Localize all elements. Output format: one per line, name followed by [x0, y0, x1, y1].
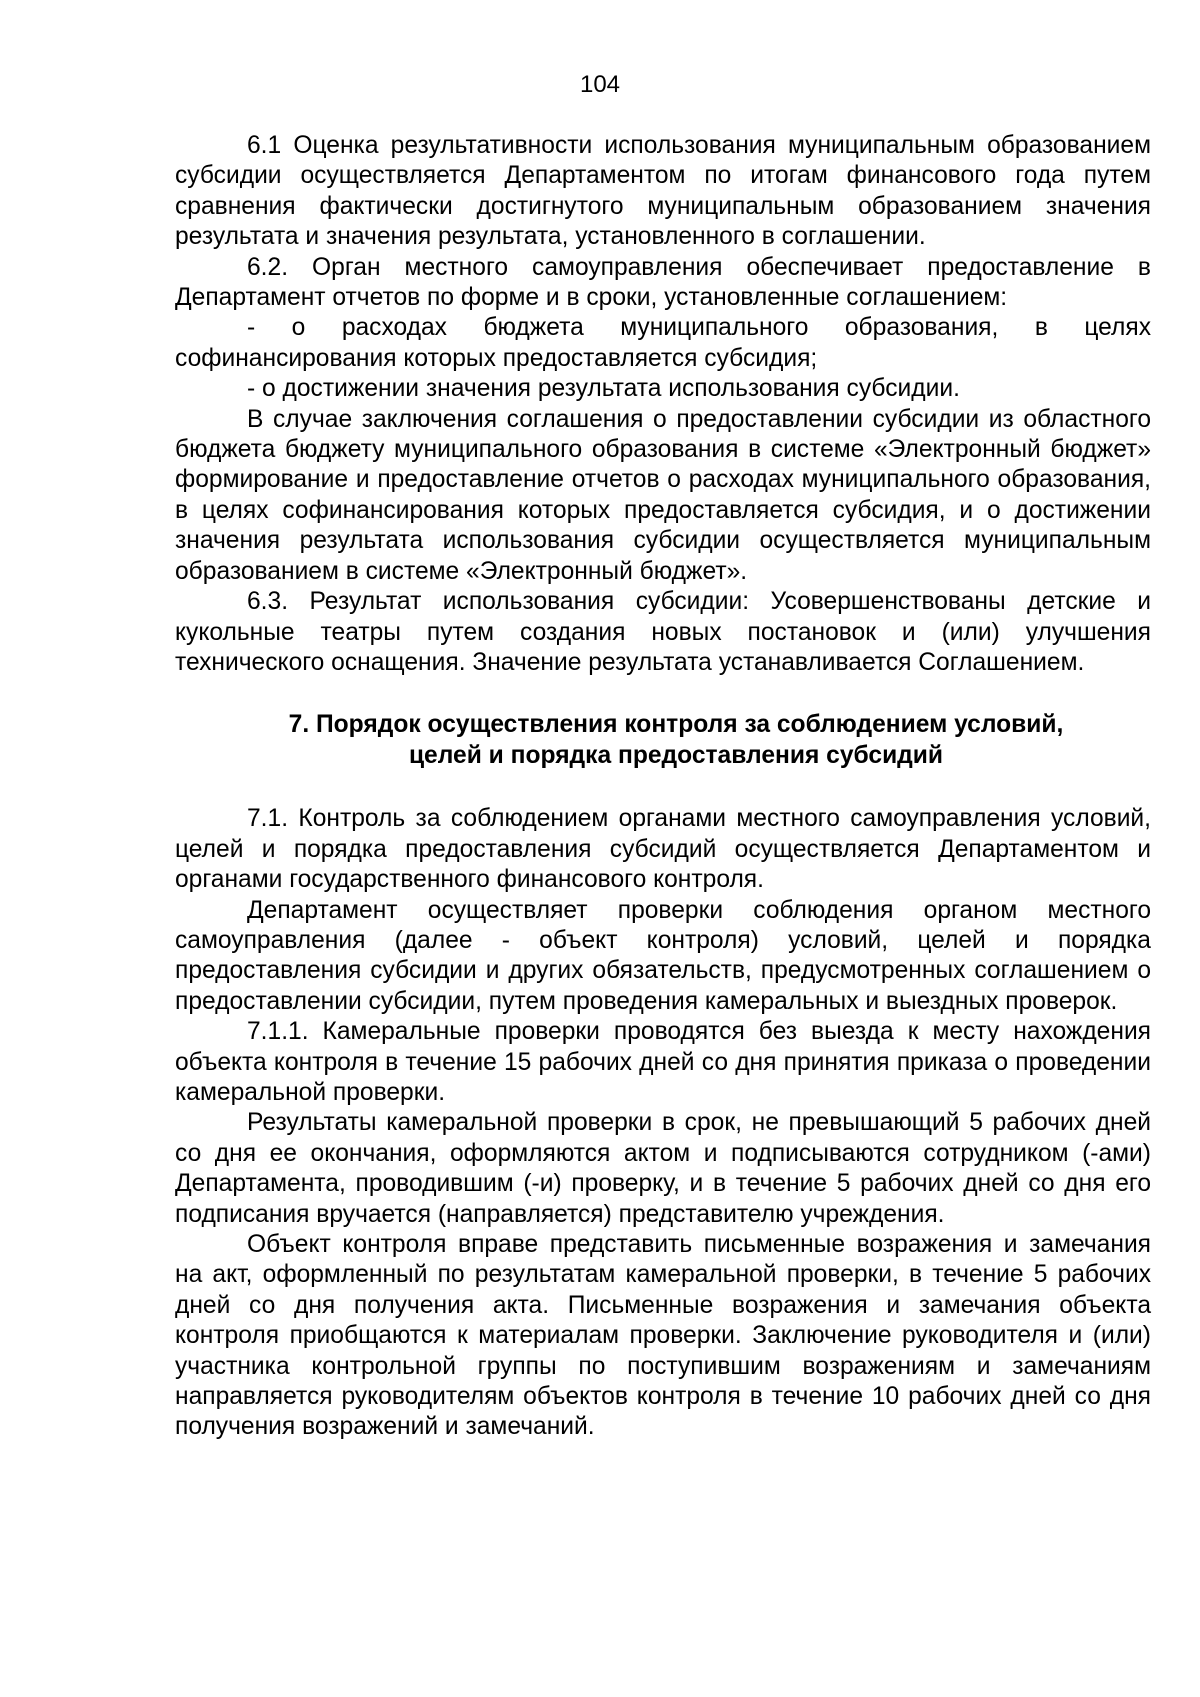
list-item-result: - о достижении значения результата использования субсидии.: [247, 375, 960, 403]
paragraph-department-checks: Департамент осуществляет проверки соблюдения органом местного самоуправления (далее - объект контроля) условий, целей и порядка предоставления субсидии и других обязательств, предусмотренных соглашением о предоставлении субсидии, путем проведения камеральных и выездных проверок.: [175, 896, 1151, 1015]
paragraph-7-1: 7.1. Контроль за соблюдением органами местного самоуправления условий, целей и порядка предоставления субсидий осуществляется Департаментом и органами государственного финансового контроля.: [175, 805, 1151, 894]
section-7-heading-line-1: 7. Порядок осуществления контроля за соблюдением условий,: [288, 711, 1064, 739]
paragraph-6-3: 6.3. Результат использования субсидии: Усовершенствованы детские и кукольные театры путем создания новых постановок и (или) улучшения технического оснащения. Значение результата устанавливается Соглашением.: [175, 588, 1151, 676]
section-7-heading-line-2: целей и порядка предоставления субсидий: [408, 742, 944, 770]
page-number: 104: [579, 71, 621, 98]
section-7-heading: [175, 709, 1151, 771]
paragraph-6-2: 6.2. Орган местного самоуправления обеспечивает предоставление в Департамент отчетов по форме и в сроки, установленные соглашением:: [175, 253, 1151, 312]
paragraph-electronic-budget: В случае заключения соглашения о предоставлении субсидии из областного бюджета бюджету муниципального образования в системе «Электронный бюджет» формирование и предоставление отчетов о расходах муниципального образования, в целях софинансирования которых предоставляется субсидия, и о достижении значения результата использования субсидии осуществляется муниципальным образованием в системе «Электронный бюджет».: [175, 405, 1151, 585]
paragraph-check-results: Результаты камеральной проверки в срок, не превышающий 5 рабочих дней со дня ее окончания, оформляются актом и подписываются сотрудником (-ами) Департамента, проводившим (-и) проверку, и в течение 5 рабочих дней со дня его подписания вручается (направляется) представителю учреждения.: [175, 1109, 1151, 1228]
list-item-expenses: - о расходах бюджета муниципального образования, в целях софинансирования которых предоставляется субсидия;: [175, 314, 1151, 372]
paragraph-objections: Объект контроля вправе представить письменные возражения и замечания на акт, оформленный по результатам камеральной проверки, в течение 5 рабочих дней со дня получения акта. Письменные возражения и замечания объекта контроля приобщаются к материалам проверки. Заключение руководителя и (или) участника контрольной группы по поступившим возражениям и замечаниям направляется руководителям объектов контроля в течение 10 рабочих дней со дня получения возражений и замечаний.: [175, 1231, 1151, 1441]
paragraph-7-1-1: 7.1.1. Камеральные проверки проводятся без выезда к месту нахождения объекта контроля в течение 15 рабочих дней со дня принятия приказа о проведении камеральной проверки.: [175, 1018, 1151, 1106]
paragraph-6-1: 6.1 Оценка результативности использования муниципальным образованием субсидии осуществляется Департаментом по итогам финансового года путем сравнения фактически достигнутого муниципальным образованием значения результата и значения результата, установленного в соглашении.: [175, 132, 1151, 251]
document-body: [175, 131, 1151, 1443]
